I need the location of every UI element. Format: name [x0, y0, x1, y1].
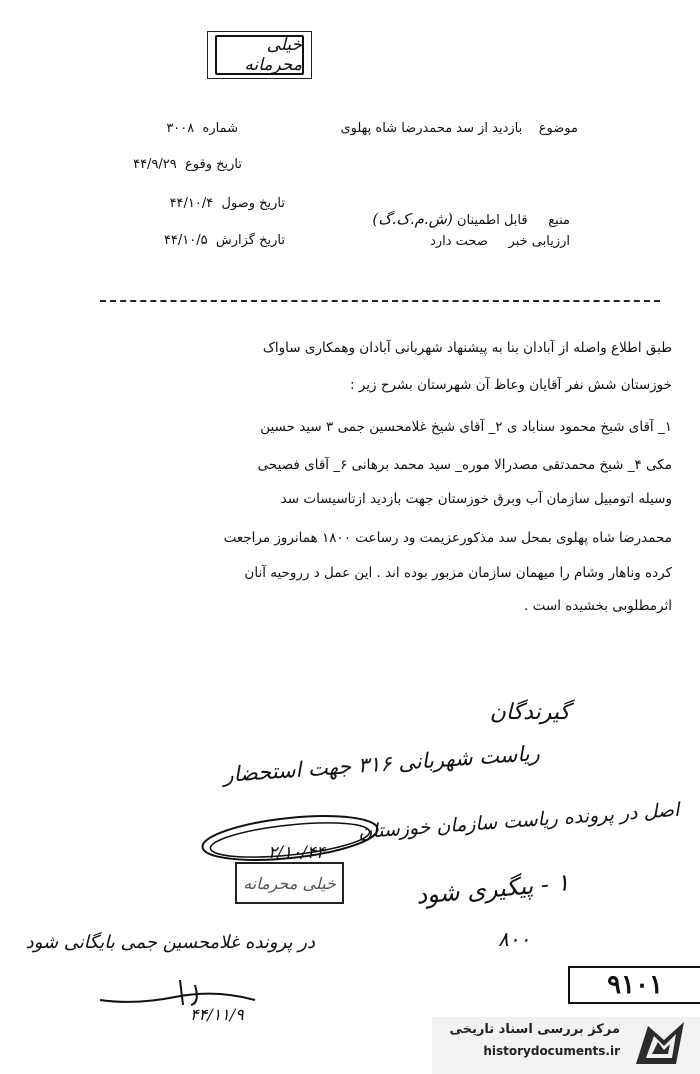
body-line-4: مکی ۴_ شیخ محمدتقی مصدرالا موره_ سید محمد برهانی ۶_ آقای فصیحی: [257, 457, 672, 473]
confidential-stamp-lower-text: خیلی محرمانه: [243, 873, 336, 893]
reference-number: ۹۱۰۱: [607, 970, 663, 1000]
confidential-stamp: [215, 35, 304, 75]
date-received-value: ۴۴/۱۰/۴: [169, 196, 214, 211]
archive-logo-icon: [628, 1018, 692, 1072]
date-received-line: [170, 196, 285, 211]
body-line-3: ۱_ آقای شیخ محمود سناباد ی ۲_ آقای شیخ غلامحسین جمی ۳ سید حسین: [260, 419, 672, 435]
handwritten-count: ۸۰۰: [498, 927, 531, 951]
body-line-1: طبق اطلاع واصله از آبادان بنا به پیشنهاد شهربانی آبادان وهمکاری ساواک: [262, 340, 672, 356]
body-line-5: وسیله اتومبیل سازمان آب وبرق خوزستان جهت بازدید ازتاسیسات سد: [280, 491, 672, 507]
subject-value: بازدید از سد محمدرضا شاه پهلوی: [340, 121, 523, 136]
handwritten-date-2: ۴۴/۱۱/۹: [190, 1005, 244, 1024]
body-line-7: کرده وناهار وشام را میهمان سازمان مزبور بوده اند . این عمل د رروحیه آنان: [244, 565, 672, 581]
number-label: شماره: [202, 121, 238, 136]
evaluation-line: [430, 234, 570, 249]
evaluation-label: ارزیابی خبر: [508, 234, 570, 249]
handwritten-date-1: ۲/۱۰/۴۴: [268, 843, 326, 863]
date-event-line: [133, 157, 242, 172]
date-event-value: ۴۴/۹/۲۹: [133, 157, 177, 172]
body-line-8: اثرمطلوبی بخشیده است .: [524, 598, 672, 614]
body-line-2: خوزستان شش نفر آقایان وعاظ آن شهرستان بشرح زیر :: [349, 377, 672, 393]
confidential-stamp-lower: [235, 862, 344, 904]
divider-rule: [100, 300, 660, 302]
evaluation-value: صحت دارد: [430, 234, 488, 249]
number-value: ۳۰۰۸: [166, 121, 195, 136]
source-label: منبع: [548, 213, 570, 228]
handwritten-police-note: ریاست شهربانی ۳۱۶ جهت استحضار: [222, 740, 541, 788]
date-report-label: تاریخ گزارش: [215, 233, 285, 248]
number-line: [166, 121, 238, 136]
watermark-url: historydocuments.ir: [483, 1044, 620, 1058]
handwritten-recipients: گیرندگان: [489, 700, 570, 725]
watermark-title: مرکز بررسی اسناد تاریخی: [449, 1022, 620, 1037]
date-received-label: تاریخ وصول: [221, 196, 285, 211]
subject-line: [340, 121, 578, 136]
handwritten-archive-note: در پرونده غلامحسین جمی بایگانی شود: [25, 932, 315, 953]
subject-label: موضوع: [538, 121, 578, 136]
date-event-label: تاریخ وقوع: [185, 157, 242, 172]
handwritten-followup: ۱ - پیگیری شود: [415, 868, 571, 910]
source-note: (ش.م.ک.گ): [372, 210, 453, 228]
date-report-value: ۴۴/۱۰/۵: [163, 233, 208, 248]
date-report-line: [164, 233, 285, 248]
handwritten-file-note: اصل در پرونده ریاست سازمان خوزستان: [358, 798, 681, 844]
source-line: [372, 210, 570, 228]
source-value: قابل اطمینان: [456, 213, 528, 228]
body-line-6: محمدرضا شاه پهلوی بمحل سد مذکورعزیمت ود رساعت ۱۸۰۰ همانروز مراجعت: [223, 530, 672, 546]
reference-number-box: [568, 966, 700, 1004]
confidential-stamp-text: خیلی محرمانه: [244, 35, 302, 75]
